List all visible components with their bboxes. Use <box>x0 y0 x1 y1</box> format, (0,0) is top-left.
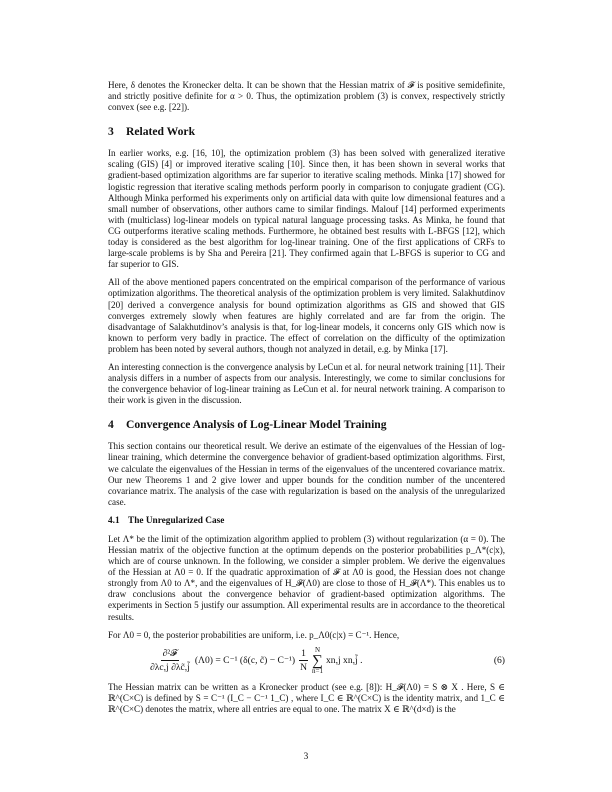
related-work-paragraph-3: An interesting connection is the convergence analysis by LeCun et al. for neural network training [11]. Their analysis differs in a number of aspects from our analysis. Interestingly, we come to similar conclusions for the convergence behavior of log-linear training as LeCun et al. for neural network training. A comparison to their work is given in the discussion. <box>108 361 505 406</box>
unregularized-paragraph-1: Let Λ* be the limit of the optimization algorithm applied to problem (3) without regularization (α = 0). The Hessian matrix of the objective function at the optimum depends on the posterior probabilities p_Λ*(c|x), which are of course unknown. In the following, we consider a simpler problem. We derive the eigenvalues of the Hessian at Λ0 = 0. If the quadratic approximation of 𝓕 at Λ0 is good, the Hessian does not change strongly from Λ0 to Λ*, and the eigenvalues of H_𝓕(Λ0) are close to those of H_𝓕(Λ*). This enables us to draw conclusions about the convergence behavior of gradient-based optimization algorithms. The experiments in Section 5 justify our assumption. All experimental results are in accordance to the theoretical results. <box>108 533 505 622</box>
unregularized-paragraph-2: For Λ0 = 0, the posterior probabilities are uniform, i.e. p_Λ0(c|x) = C⁻¹. Hence, <box>108 629 400 640</box>
eq-sum-lower: n=1 <box>312 666 323 675</box>
eq-derivative-numerator: ∂²𝓕 <box>162 648 178 660</box>
section-number: 4 <box>108 418 114 432</box>
subsection-heading-unregularized <box>108 515 505 527</box>
equation-number: (6) <box>493 654 505 666</box>
section-heading-related-work <box>108 125 505 139</box>
eq-sigma-symbol: ∑ <box>312 652 323 669</box>
equation-6 <box>108 644 505 678</box>
subsection-number: 4.1 <box>108 515 120 526</box>
eq-fraction-numerator: 1 <box>301 648 306 660</box>
unregularized-paragraph-3: The Hessian matrix can be written as a Kronecker product (see e.g. [8]): H_𝓕(Λ0) = S ⊗ X . Here, S ∈ ℝ^(C×C) is defined by S = C⁻¹ (I_C − C⁻¹ 1_C) , where I_C ∈ ℝ^(C×C) is the identity matrix, and 1_C ∈ ℝ^(C×C) denotes the matrix, where all entries are equal to one. The matrix X ∈ ℝ^(d×d) is the <box>108 681 505 714</box>
intro-paragraph: Here, δ denotes the Kronecker delta. It can be shown that the Hessian matrix of 𝓕 is positive semidefinite, and strictly positive definite for α > 0. Thus, the optimization problem (3) is convex, respectively strictly convex (see e.g. [22]). <box>108 80 505 113</box>
eq-derivative-fraction <box>148 648 192 673</box>
subsection-title: The Unregularized Case <box>128 515 225 526</box>
eq-one-over-n <box>298 648 309 673</box>
page-number: 3 <box>303 752 309 762</box>
section-number: 3 <box>108 125 114 139</box>
eq-fraction-denominator: N <box>300 662 308 674</box>
page-content <box>108 80 505 722</box>
section-heading-convergence-analysis <box>108 418 505 432</box>
equation-body <box>148 644 362 678</box>
eq-middle-expression: (Λ0) = C⁻¹ (δ(c, c̃) − C⁻¹) <box>194 655 296 667</box>
section-title: Related Work <box>126 125 196 139</box>
eq-derivative-denominator: ∂λc,j ∂λc̃,j̃ <box>150 662 190 674</box>
eq-summation <box>312 647 323 675</box>
related-work-paragraph-1: In earlier works, e.g. [16, 10], the optimization problem (3) has been solved with generalized iterative scaling (GIS) [4] or improved iterative scaling [10]. Since then, it has been shown in several works that gradient-based optimization algorithms are far superior to iterative scaling methods. Minka [17] showed for logistic regression that iterative scaling methods perform poorly in comparison to conjugate gradient (CG). Although Minka performed his experiments only on artificial data with quite low dimensional features and a small number of observations, other authors came to similar findings. Malouf [14] performed experiments with (multiclass) log-linear models on typical natural language processing tasks. As Minka, he found that CG outperforms iterative scaling methods. Furthermore, he obtained best results with L-BFGS [12], which today is considered as the best algorithm for log-linear training. One of the first applications of CRFs to large-scale problems is by Sha and Pereira [21]. They confirmed again that L-BFGS is superior to CG and far superior to GIS. <box>108 148 505 270</box>
convergence-paragraph-1: This section contains our theoretical result. We derive an estimate of the eigenvalues of the Hessian of log-linear training, which determine the convergence behavior of gradient-based optimization algorithms. First, we calculate the eigenvalues of the Hessian in terms of the eigenvalues of the uncentered covariance matrix. Our new Theorems 1 and 2 give lower and upper bounds for the condition number of the uncentered covariance matrix. The analysis of the case with regularization is based on the analysis of the unregularized case. <box>108 441 505 507</box>
related-work-paragraph-2: All of the above mentioned papers concentrated on the empirical comparison of the performance of various optimization algorithms. The theoretical analysis of the optimization problem is very limited. Salakhutdinov [20] derived a convergence analysis for bound optimization algorithms as GIS and showed that GIS converges extremely slowly when features are highly correlated and are far from the origin. The disadvantage of Salakhutdinov’s analysis is that, for log-linear models, it concerns only GIS which now is known to perform very badly in practice. The effect of correlation on the difficulty of the optimization problem has been noted by several authors, though not analyzed in detail, e.g. by Minka [17]. <box>108 277 505 354</box>
section-title: Convergence Analysis of Log-Linear Model Training <box>126 418 387 432</box>
eq-sum-upper: N <box>314 645 321 654</box>
eq-rhs-expression: xn,j xn,j̃ . <box>325 655 363 667</box>
